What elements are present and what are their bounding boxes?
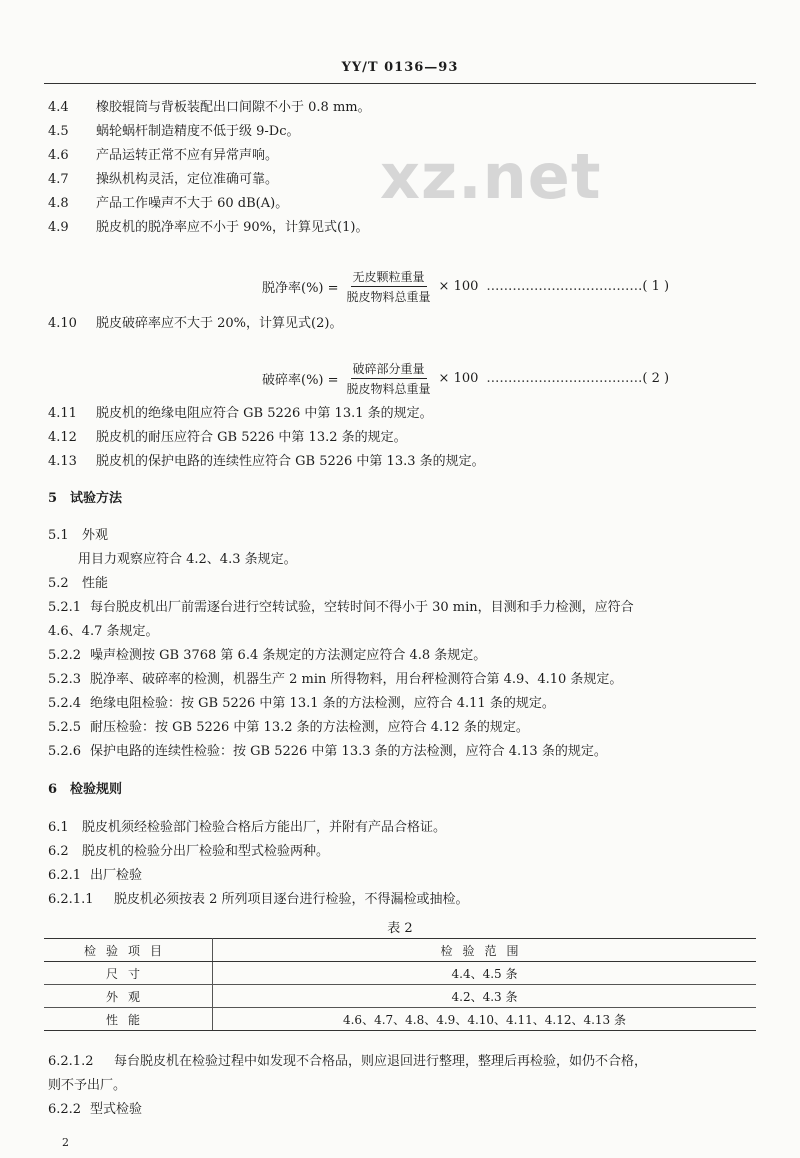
clause-5-2-4: 5.2.4 绝缘电阻检验：按 GB 5226 中第 13.1 条的方法检测，应符合 4.11 条的规定。: [48, 696, 555, 711]
clause-6-2: 6.2 脱皮机的检验分出厂检验和型式检验两种。: [48, 844, 330, 859]
clause-4-13: 4.13 脱皮机的保护电路的连续性应符合 GB 5226 中第 13.3 条的规定。: [48, 454, 485, 469]
table-2-caption: 表 2: [387, 921, 413, 936]
clause-6-2-1-2-cont: 则不予出厂。: [48, 1078, 127, 1093]
formula-1-lhs: 脱净率(%) =: [262, 281, 339, 296]
clause-5-1-body: 用目力观察应符合 4.2、4.3 条规定。: [78, 552, 297, 567]
table-cell-item: 外观: [44, 985, 213, 1008]
table-row: [44, 985, 756, 1008]
clause-6-2-2: 6.2.2 型式检验: [48, 1102, 143, 1117]
section-6-heading: 6 检验规则: [48, 782, 123, 797]
formula-2-numerator: 破碎部分重量: [351, 360, 427, 379]
clause-6-2-1-1: 6.2.1.1 脱皮机必须按表 2 所列项目逐台进行检验，不得漏检或抽检。: [48, 892, 469, 907]
clause-6-2-1-2: 6.2.1.2 每台脱皮机在检验过程中如发现不合格品，则应退回进行整理，整理后再检验，如仍不合格，: [48, 1054, 648, 1069]
clause-5-2-2: 5.2.2 噪声检测按 GB 3768 第 6.4 条规定的方法测定应符合 4.8 条规定。: [48, 648, 487, 663]
formula-2-denominator: 脱皮物料总重量: [346, 382, 431, 396]
table-header-row: [44, 939, 756, 962]
clause-5-2: 5.2 性能: [48, 576, 109, 591]
clause-6-1: 6.1 脱皮机须经检验部门检验合格后方能出厂，并附有产品合格证。: [48, 820, 447, 835]
formula-2-lhs: 破碎率(%) =: [262, 373, 339, 388]
clause-5-2-5: 5.2.5 耐压检验：按 GB 5226 中第 13.2 条的方法检测，应符合 4.12 条的规定。: [48, 720, 529, 735]
clause-5-2-3: 5.2.3 脱净率、破碎率的检测，机器生产 2 min 所得物料，用台秤检测符合第 4.9、4.10 条规定。: [48, 672, 623, 687]
clause-6-2-1: 6.2.1 出厂检验: [48, 868, 143, 883]
clause-5-2-1: 5.2.1 每台脱皮机出厂前需逐台进行空转试验，空转时间不得小于 30 min，目测和手力检测，应符合: [48, 600, 634, 615]
clause-4-9: 4.9 脱皮机的脱净率应不小于 90%，计算见式(1)。: [48, 220, 369, 235]
watermark: xz.net: [380, 140, 602, 213]
clause-5-1: 5.1 外观: [48, 528, 109, 543]
formula-2-label: ( 2 ): [642, 371, 670, 386]
table-row: [44, 962, 756, 985]
table-cell-item: 尺寸: [44, 962, 213, 985]
clause-4-6: 4.6 产品运转正常不应有异常声响。: [48, 148, 279, 163]
clause-5-2-1-cont: 4.6、4.7 条规定。: [48, 624, 159, 639]
table-row: [44, 1008, 756, 1031]
clause-4-10: 4.10 脱皮破碎率应不大于 20%，计算见式(2)。: [48, 316, 343, 331]
formula-1: [262, 268, 669, 305]
clause-5-2-6: 5.2.6 保护电路的连续性检验：按 GB 5226 中第 13.3 条的方法检测，应符合 4.13 条的规定。: [48, 744, 607, 759]
table-cell-range: 4.2、4.3 条: [213, 985, 757, 1008]
table-cell-range: 4.4、4.5 条: [213, 962, 757, 985]
clause-4-12: 4.12 脱皮机的耐压应符合 GB 5226 中第 13.2 条的规定。: [48, 430, 407, 445]
formula-1-tail: × 100: [438, 279, 479, 294]
formula-2-dots: ………………………………: [486, 371, 643, 386]
table-header-range: 检验范围: [213, 939, 757, 962]
formula-1-dots: ………………………………: [486, 279, 643, 294]
header-rule: [44, 83, 756, 84]
clause-4-5: 4.5 蜗轮蜗杆制造精度不低于级 9-Dc。: [48, 124, 300, 139]
section-5-heading: 5 试验方法: [48, 491, 123, 506]
clause-4-4: 4.4 橡胶辊筒与背板装配出口间隙不小于 0.8 mm。: [48, 100, 371, 115]
clause-4-11: 4.11 脱皮机的绝缘电阻应符合 GB 5226 中第 13.1 条的规定。: [48, 406, 433, 421]
table-header-item: 检验项目: [44, 939, 213, 962]
formula-1-numerator: 无皮颗粒重量: [351, 268, 427, 287]
formula-1-fraction: [345, 268, 433, 305]
page-number: 2: [62, 1136, 69, 1149]
page-header-title: YY/T 0136—93: [341, 60, 459, 75]
formula-1-denominator: 脱皮物料总重量: [346, 290, 431, 304]
formula-2: [262, 360, 669, 397]
clause-4-8: 4.8 产品工作噪声不大于 60 dB(A)。: [48, 196, 289, 211]
formula-2-tail: × 100: [438, 371, 479, 386]
table-2: [44, 938, 756, 1031]
clause-4-7: 4.7 操纵机构灵活，定位准确可靠。: [48, 172, 279, 187]
table-cell-item: 性能: [44, 1008, 213, 1031]
formula-2-fraction: [345, 360, 433, 397]
table-cell-range: 4.6、4.7、4.8、4.9、4.10、4.11、4.12、4.13 条: [213, 1008, 757, 1031]
formula-1-label: ( 1 ): [642, 279, 670, 294]
